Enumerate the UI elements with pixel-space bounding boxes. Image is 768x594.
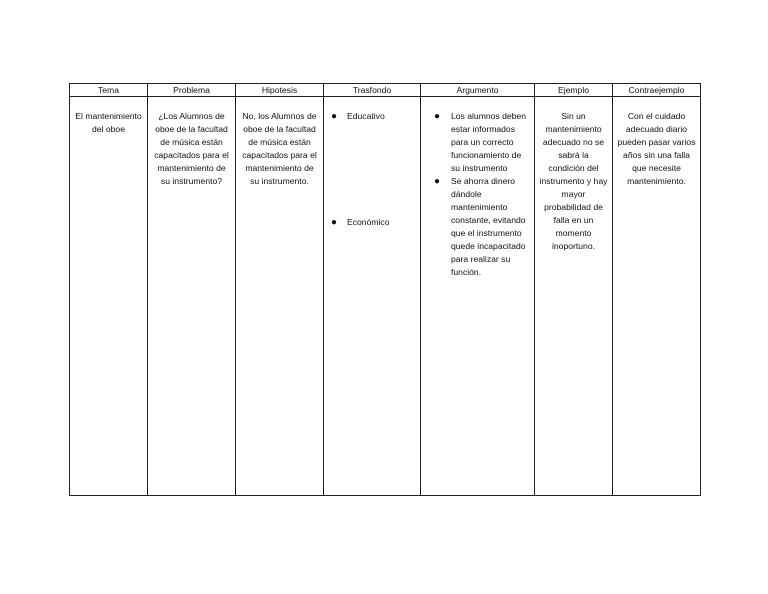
contraejemplo-text: Con el cuidado adecuado diario pueden pasar varios años sin una falla que necesite mantenimiento. [617,111,696,186]
header-trasfondo: Trasfondo [324,84,421,97]
header-problema: Problema [148,84,236,97]
ejemplo-text: Sin un mantenimiento adecuado no se sabrá la condición del instrumento y hay mayor probabilidad de falla en un momento inoportuno. [539,111,608,251]
header-hipotesis: Hipotesis [236,84,324,97]
hipotesis-text: No, los Alumnos de oboe de la facultad de música están capacitados para el mantenimiento de su instrumento. [242,111,317,186]
content-row [70,99,701,496]
argumento-item-text: Se ahorra dinero dándole mantenimiento constante, evitando que el instrumento quede incapacitado para realizar su función. [451,176,526,277]
cell-hipotesis [236,99,324,496]
header-argumento: Argumento [421,84,535,97]
bullet-icon: ● [434,111,441,122]
header-contraejemplo: Contraejemplo [613,84,701,97]
trasfondo-list [328,110,416,229]
argumento-list [431,110,530,279]
header-tema: Tema [70,84,148,97]
list-item [328,216,416,229]
list-item [328,110,416,123]
trasfondo-item-text: Económico [347,217,390,227]
cell-contraejemplo [613,99,701,496]
cell-argumento [421,99,535,496]
cell-problema [148,99,236,496]
cell-ejemplo [535,99,613,496]
argumento-item-text: Los alumnos deben estar informados para un correcto funcionamiento de su instrumento [451,111,527,173]
list-item [431,110,530,175]
bullet-icon: ● [331,217,338,228]
bullet-icon: ● [434,176,441,187]
bullet-icon: ● [331,111,338,122]
cell-trasfondo [324,99,421,496]
header-row [70,84,701,97]
header-ejemplo: Ejemplo [535,84,613,97]
argument-table [69,83,701,496]
trasfondo-item-text: Educativo [347,111,385,121]
cell-tema [70,99,148,496]
tema-text: El mantenimiento del oboe [75,111,142,134]
problema-text: ¿Los Alumnos de oboe de la facultad de música están capacitados para el mantenimiento de su instrumento? [154,111,229,186]
list-item [431,175,530,279]
